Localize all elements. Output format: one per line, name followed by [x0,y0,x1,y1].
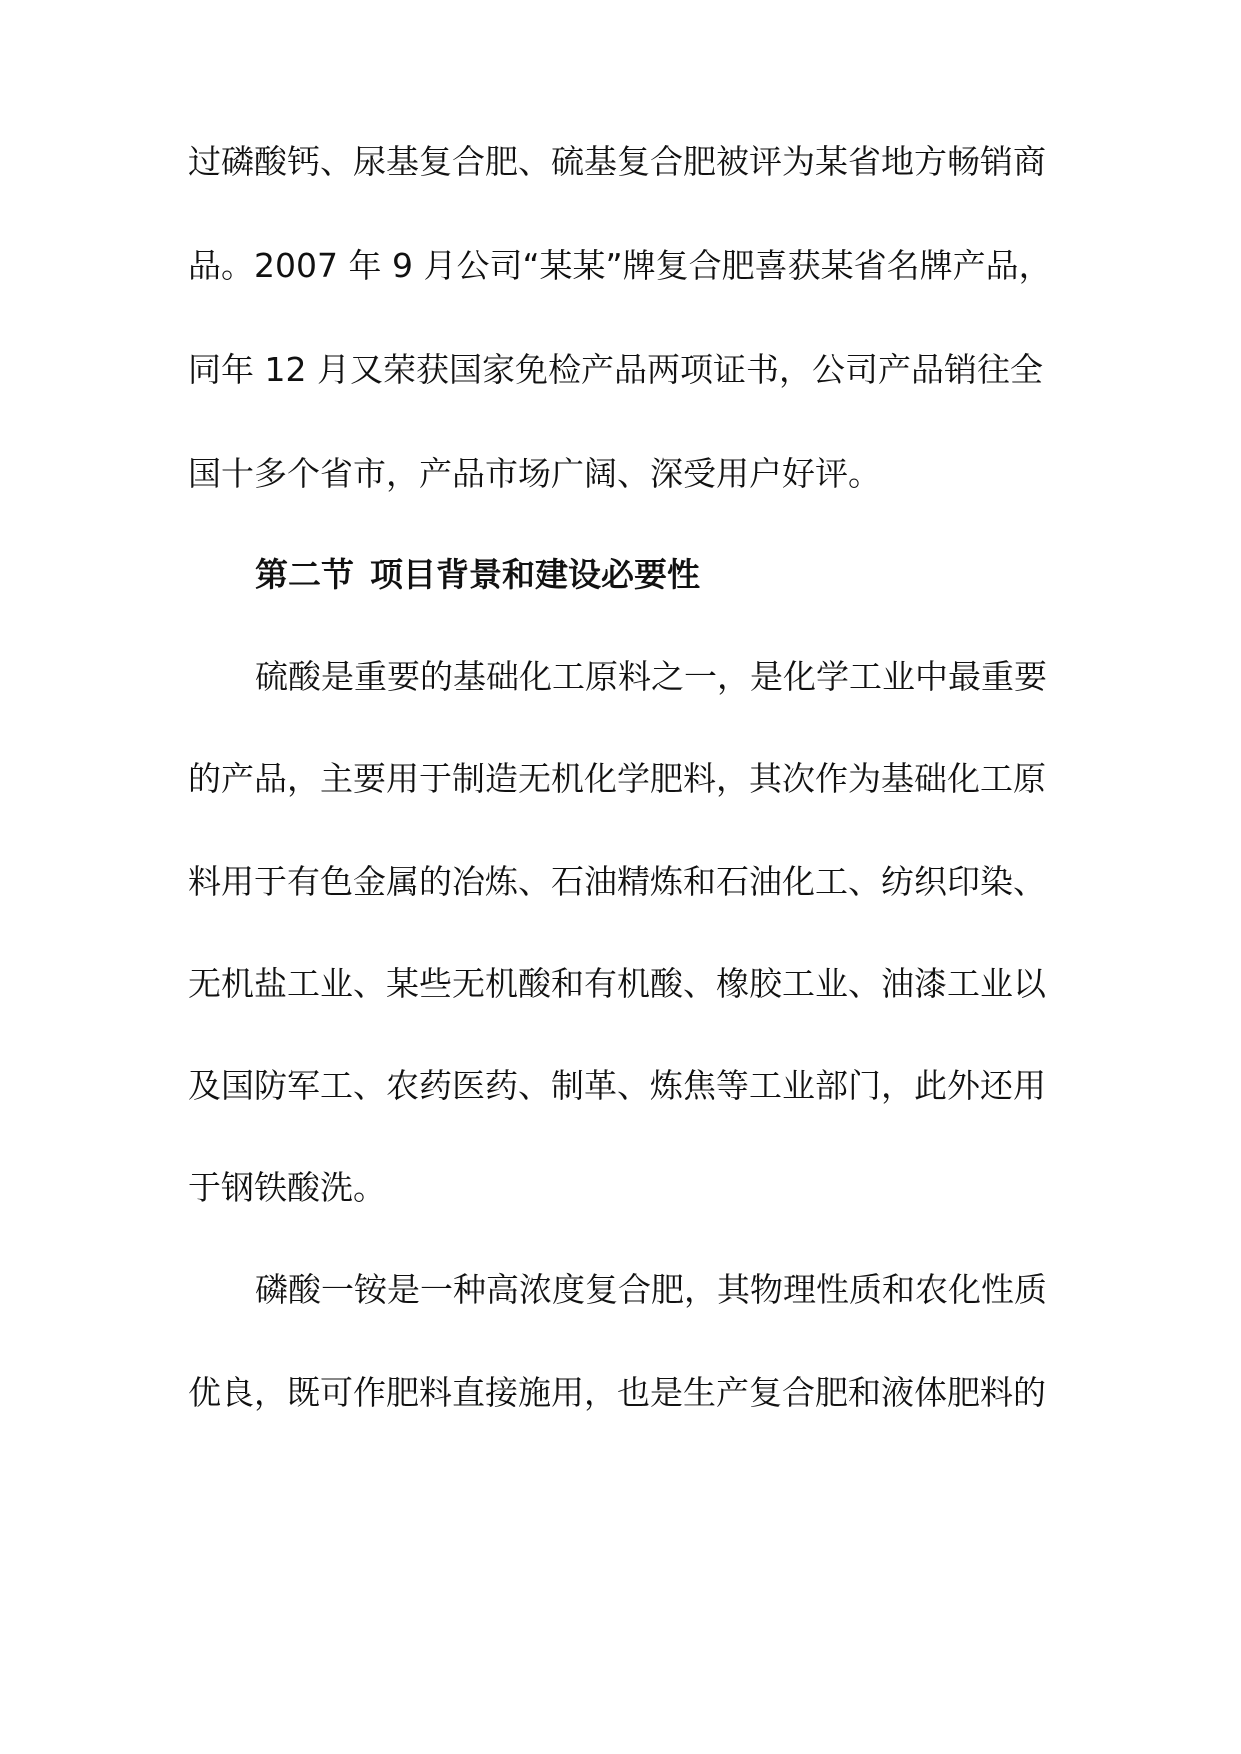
paragraph-line: 料用于有色金属的冶炼、石油精炼和石油化工、纺织印染、 [188,862,1046,901]
paragraph-line: 的产品，主要用于制造无机化学肥料，其次作为基础化工原 [188,759,1046,798]
paragraph-line: 同年 12 月又荣获国家免检产品两项证书，公司产品销往全 [188,350,1043,389]
paragraph-line: 过磷酸钙、尿基复合肥、硫基复合肥被评为某省地方畅销商 [188,142,1046,181]
paragraph-line: 品。2007 年 9 月公司“某某”牌复合肥喜获某省名牌产品， [188,246,1052,285]
paragraph-line: 国十多个省市，产品市场广阔、深受用户好评。 [188,454,881,493]
paragraph-line: 磷酸一铵是一种高浓度复合肥，其物理性质和农化性质 [255,1270,1047,1309]
paragraph-line: 硫酸是重要的基础化工原料之一，是化学工业中最重要 [255,657,1047,696]
paragraph-line: 及国防军工、农药医药、制革、炼焦等工业部门，此外还用 [188,1066,1046,1105]
section-number: 第二节 [255,555,354,594]
paragraph-line: 优良，既可作肥料直接施用，也是生产复合肥和液体肥料的 [188,1373,1046,1412]
paragraph-line: 无机盐工业、某些无机酸和有机酸、橡胶工业、油漆工业以 [188,964,1046,1003]
paragraph-line: 于钢铁酸洗。 [188,1168,386,1207]
section-heading [255,555,1125,595]
section-title: 项目背景和建设必要性 [370,555,700,594]
